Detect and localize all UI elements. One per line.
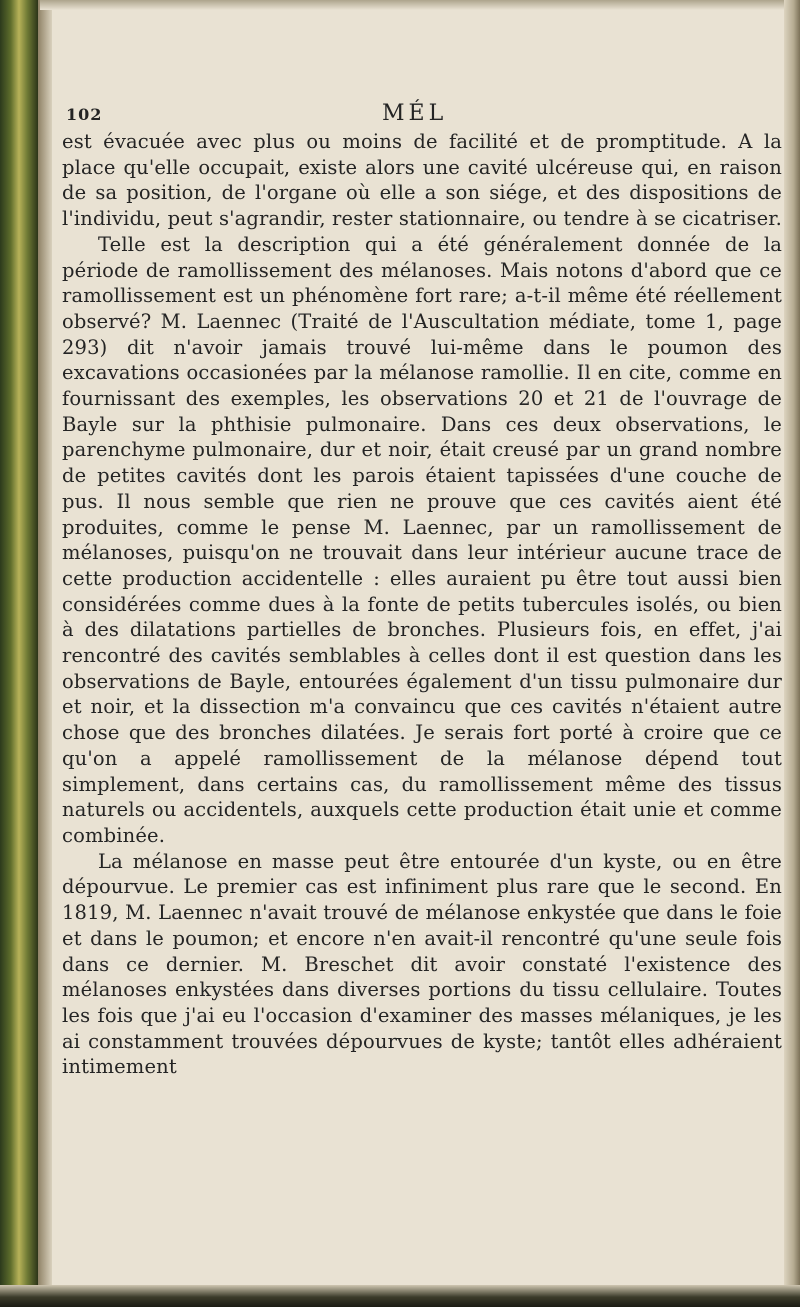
page-top-shadow: [40, 0, 800, 10]
page-number: 102: [66, 105, 103, 124]
paragraph: La mélanose en masse peut être entourée d'un kyste, ou en être dépourvue. Le premier cas est infiniment plus rare que le second. En 1819, M. Laennec n'avait trouvé de mélanose enkystée que dans le foie et dans le poumon; et encore n'en avait-il rencontré qu'une seule fois dans ce dernier. M. Breschet dit avoir constaté l'existence des mélanoses enkystées dans diverses portions du tissu cellulaire. Toutes les fois que j'ai eu l'occasion d'examiner des masses mélaniques, je les ai constamment trouvées dépourvues de kyste; tantôt elles adhéraient intimement: [62, 849, 782, 1079]
running-head: [62, 95, 782, 129]
book-page: [62, 95, 782, 1080]
book-binding-edge: [0, 0, 38, 1307]
body-text: [62, 129, 782, 1080]
page-right-edge: [784, 0, 800, 1307]
paragraph: Telle est la description qui a été généralement donnée de la période de ramollissement des mélanoses. Mais notons d'abord que ce ramollissement est un phénomène fort rare; a-t-il même été réellement observé? M. Laennec (Traité de l'Auscultation médiate, tome 1, page 293) dit n'avoir jamais trouvé lui-même dans le poumon des excavations occasionées par la mélanose ramollie. Il en cite, comme en fournissant des exemples, les observations 20 et 21 de l'ouvrage de Bayle sur la phthisie pulmonaire. Dans ces deux observations, le parenchyme pulmonaire, dur et noir, était creusé par un grand nombre de petites cavités dont les parois étaient tapissées d'une couche de pus. Il nous semble que rien ne prouve que ces cavités aient été produites, comme le pense M. Laennec, par un ramollissement de mélanoses, puisqu'on ne trouvait dans leur intérieur aucune trace de cette production accidentelle : elles auraient pu être tout aussi bien considérées comme dues à la fonte de petits tubercules isolés, ou bien à des dilatations partielles de bronches. Plusieurs fois, en effet, j'ai rencontré des cavités semblables à celles dont il est question dans les observations de Bayle, entourées également d'un tissu pulmonaire dur et noir, et la dissection m'a convaincu que ces cavités n'étaient autre chose que des bronches dilatées. Je serais fort porté à croire que ce qu'on a appelé ramollissement de la mélanose dépend tout simplement, dans certains cas, du ramollissement même des tissus naturels ou accidentels, auxquels cette production était unie et comme combinée.: [62, 232, 782, 847]
page-bottom-edge: [0, 1285, 800, 1307]
running-title: MÉL: [382, 101, 448, 126]
paragraph: est évacuée avec plus ou moins de facilité et de promptitude. A la place qu'elle occupait, existe alors une cavité ulcéreuse qui, en raison de sa position, de l'organe où elle a son siége, et des dispositions de l'individu, peut s'agrandir, rester stationnaire, ou tendre à se cicatriser.: [62, 130, 782, 231]
